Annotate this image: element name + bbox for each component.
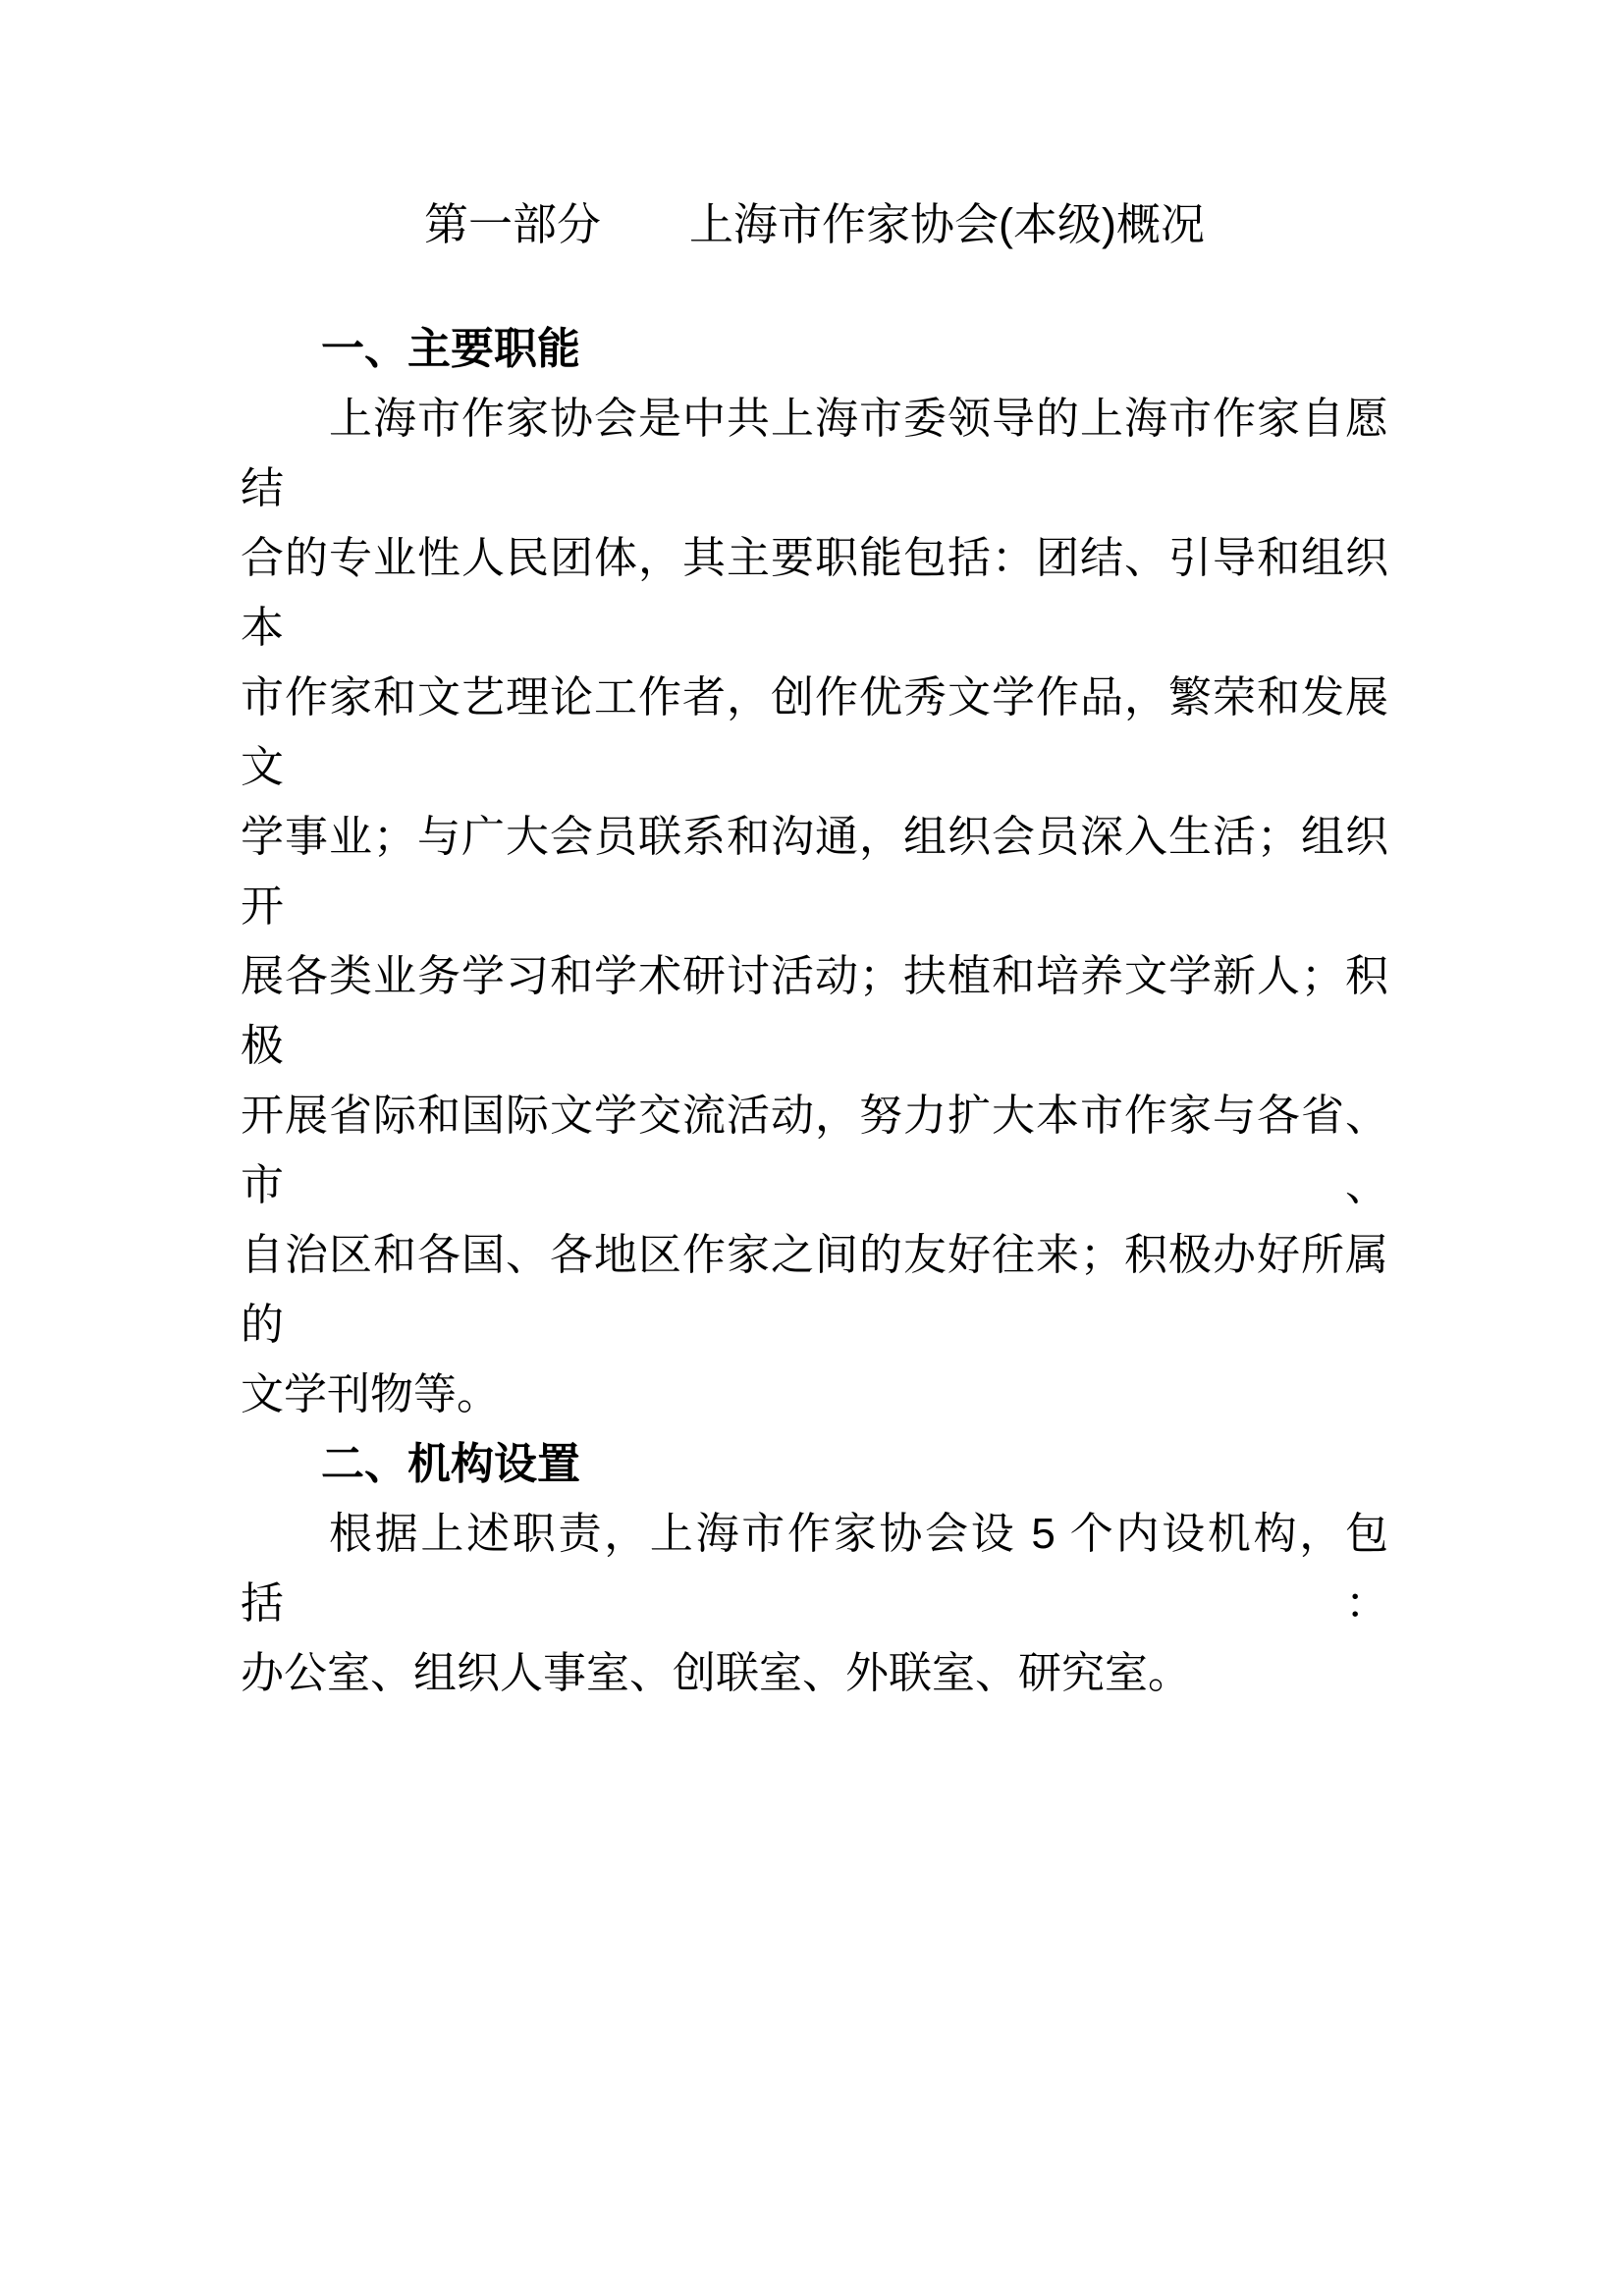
paragraph-line: 上海市作家协会是中共上海市委领导的上海市作家自愿结 <box>241 395 1388 512</box>
document-title-subject: 上海市作家协会(本级)概况 <box>689 199 1205 249</box>
paragraph-line: 文学刊物等。 <box>241 1370 500 1418</box>
document-title-part-label: 第一部分 <box>424 199 602 249</box>
paragraph-line: 市作家和文艺理论工作者，创作优秀文学作品，繁荣和发展文 <box>241 673 1388 791</box>
paragraph-line: 合的专业性人民团体，其主要职能包括：团结、引导和组织本 <box>241 534 1388 652</box>
paragraph-line: 开展省际和国际文学交流活动，努力扩大本市作家与各省、市、 <box>241 1092 1388 1209</box>
section-1-heading: 一、主要职能 <box>321 325 580 373</box>
paragraph-line: 展各类业务学习和学术研讨活动；扶植和培养文学新人；积极 <box>241 952 1388 1070</box>
paragraph-line: 学事业；与广大会员联系和沟通，组织会员深入生活；组织开 <box>241 813 1388 931</box>
paragraph-line: 根据上述职责，上海市作家协会设 5 个内设机构，包括： <box>241 1510 1388 1628</box>
paragraph-line: 自治区和各国、各地区作家之间的友好往来；积极办好所属的 <box>241 1231 1388 1349</box>
document-title <box>241 189 1388 259</box>
section-2-heading: 二、机构设置 <box>321 1440 580 1488</box>
section-1-paragraph <box>241 384 1388 1429</box>
paragraph-line: 办公室、组织人事室、创联室、外联室、研究室。 <box>241 1649 1191 1697</box>
section-2-paragraph <box>241 1499 1388 1708</box>
